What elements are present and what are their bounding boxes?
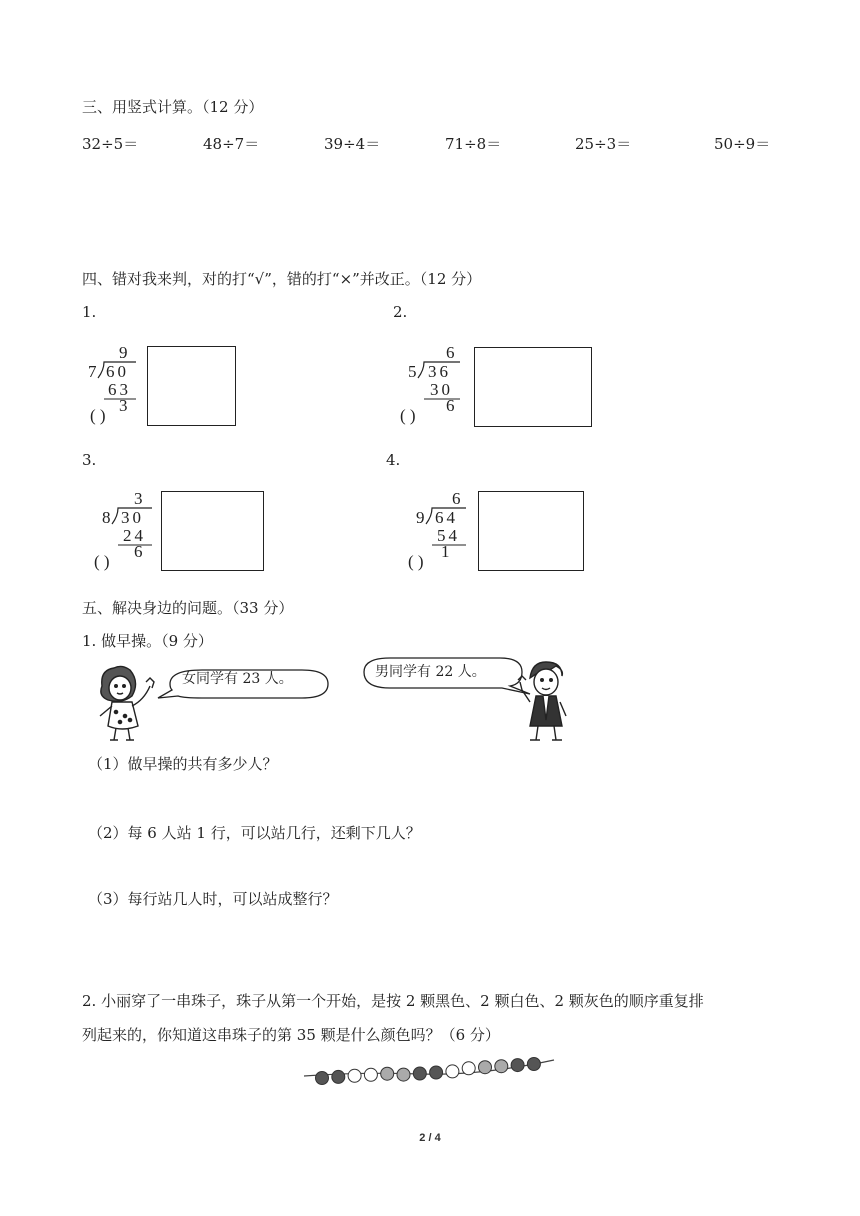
judge-item-4-number: 4. (386, 451, 401, 469)
bead-black (430, 1066, 443, 1079)
divisor: 8 (102, 508, 111, 527)
bead-black (511, 1059, 524, 1072)
calc-problem-1: 32÷5＝ (82, 135, 139, 153)
bead-gray (479, 1061, 492, 1074)
question2-line1: 2. 小丽穿了一串珠子，珠子从第一个开始，是按 2 颗黑色、2 颗白色、2 颗灰色的顺序重复排 (82, 992, 704, 1010)
bead-black (316, 1072, 329, 1085)
section3-heading: 三、用竖式计算。（12 分） (82, 98, 264, 116)
question1-sub1: （1）做早操的共有多少人？ (88, 755, 278, 773)
bead-white (462, 1062, 475, 1075)
question1-title: 1. 做早操。（9 分） (82, 632, 213, 650)
boy-bubble-text: 男同学有 22 人。 (375, 664, 486, 680)
judge-answer-paren-2[interactable]: ( ) (400, 406, 416, 425)
remainder: 6 (446, 396, 455, 415)
dividend: 36 (428, 362, 451, 381)
question1-sub3: （3）每行站几人时，可以站成整行？ (88, 890, 338, 908)
question1-sub2: （2）每 6 人站 1 行，可以站几行，还剩下几人？ (88, 824, 421, 842)
bead-gray (397, 1068, 410, 1081)
quotient: 3 (134, 489, 143, 508)
judge-item-3-number: 3. (82, 451, 97, 469)
girl-figure-icon (100, 666, 154, 740)
calc-problem-6: 50÷9＝ (714, 135, 771, 153)
calc-problem-2: 48÷7＝ (203, 135, 260, 153)
judge-answer-paren-1[interactable]: ( ) (90, 406, 106, 425)
bead-gray (381, 1067, 394, 1080)
judge-answer-paren-4[interactable]: ( ) (408, 552, 424, 571)
section4-heading: 四、错对我来判，对的打“√”，错的打“×”并改正。（12 分） (82, 270, 482, 288)
quotient: 9 (119, 343, 128, 362)
calc-problem-4: 71÷8＝ (445, 135, 502, 153)
quotient: 6 (446, 343, 455, 362)
page-number: 2 / 4 (419, 1132, 441, 1144)
bead-black (332, 1070, 345, 1083)
girl-bubble-text: 女同学有 23 人。 (182, 671, 293, 687)
remainder: 3 (119, 396, 128, 415)
bead-group (316, 1058, 541, 1085)
divisor: 9 (416, 508, 425, 527)
dividend: 64 (435, 508, 458, 527)
correction-box-1[interactable] (147, 346, 236, 426)
question2-line2: 列起来的，你知道这串珠子的第 35 颗是什么颜色吗？（6 分） (82, 1026, 500, 1044)
quotient: 6 (452, 489, 461, 508)
bead-black (527, 1058, 540, 1071)
product: 30 (430, 380, 453, 399)
remainder: 6 (134, 542, 143, 561)
judge-item-2-number: 2. (393, 303, 408, 321)
divisor: 5 (408, 362, 417, 381)
bead-white (364, 1068, 377, 1081)
calc-problem-5: 25÷3＝ (575, 135, 632, 153)
divisor: 7 (88, 362, 97, 381)
dividend: 30 (121, 508, 144, 527)
calc-problem-3: 39÷4＝ (324, 135, 381, 153)
product: 24 (123, 526, 146, 545)
bead-string (300, 1052, 560, 1092)
bead-white (446, 1065, 459, 1078)
judge-answer-paren-3[interactable]: ( ) (94, 552, 110, 571)
correction-box-3[interactable] (161, 491, 264, 571)
dividend: 60 (106, 362, 129, 381)
correction-box-4[interactable] (478, 491, 584, 571)
product: 63 (108, 380, 131, 399)
bead-white (348, 1069, 361, 1082)
bead-gray (495, 1060, 508, 1073)
remainder: 1 (441, 542, 450, 561)
bead-black (413, 1067, 426, 1080)
section5-heading: 五、解决身边的问题。（33 分） (82, 599, 294, 617)
correction-box-2[interactable] (474, 347, 592, 427)
product: 54 (437, 526, 460, 545)
boy-figure-icon (518, 662, 566, 740)
judge-item-1-number: 1. (82, 303, 97, 321)
